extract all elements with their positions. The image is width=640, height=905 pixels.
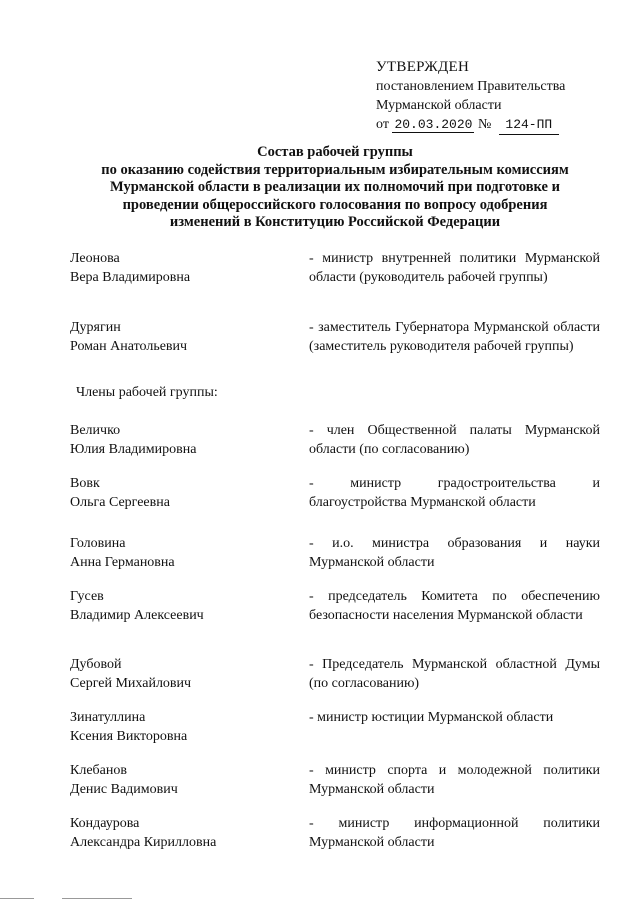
person-name [70,474,280,512]
approval-line-2: Мурманской области [376,98,502,113]
person-name [70,318,280,356]
approval-number: 124-ПП [499,115,559,135]
title-line-2: по оказанию содействия территориальным избирательным комиссиям [101,161,569,178]
approval-line-1: постановлением Правительства [376,79,566,94]
person-given-name: Денис Вадимович [70,782,178,797]
number-label: № [477,117,492,132]
person-name [70,655,280,693]
approval-stamp [376,58,565,135]
scan-edge-mark [62,898,132,899]
person-surname: Дубовой [70,657,122,672]
person-role: - член Общественной палаты Мурманской области (по согласованию) [309,423,600,457]
from-label: от [376,117,389,132]
person-surname: Кондаурова [70,816,140,831]
person-given-name: Владимир Алексеевич [70,608,204,623]
person-given-name: Роман Анатольевич [70,339,188,354]
person-given-name: Сергей Михайлович [70,676,192,691]
person-surname: Леонова [70,251,120,266]
person-surname: Клебанов [70,763,127,778]
person-role: - министр юстиции Мурманской области [309,710,554,725]
person-given-name: Юлия Владимировна [70,442,197,457]
title-line-3: Мурманской области в реализации их полномочий при подготовке и [110,179,560,195]
document-title [70,144,600,232]
person-surname: Зинатуллина [70,710,146,725]
person-role: - министр внутренней политики Мурманской области (руководитель рабочей группы) [309,251,600,285]
person-role: - министр информационной политики Мурманской области [309,816,600,850]
person-surname: Величко [70,423,121,438]
approval-heading: УТВЕРЖДЕН [376,59,470,75]
person-given-name: Ксения Викторовна [70,729,188,744]
person-given-name: Ольга Сергеевна [70,495,170,510]
title-line-1: Состав рабочей группы [257,144,413,160]
person-role: - председатель Комитета по обеспечению безопасности населения Мурманской области [309,589,600,623]
scan-edge-mark [0,898,34,899]
person-role: - Председатель Мурманской областной Думы (по согласованию) [309,657,600,691]
person-given-name: Вера Владимировна [70,270,191,285]
person-name [70,761,280,799]
members-label: Члены рабочей группы: [76,385,218,400]
person-name [70,814,280,852]
person-name [70,421,280,459]
person-name [70,249,280,287]
person-role: - заместитель Губернатора Мурманской области (заместитель руководителя рабочей группы) [309,320,600,354]
person-role: - и.о. министра образования и науки Мурманской области [309,536,600,570]
approval-date-line [376,115,565,135]
title-line-4: проведении общероссийского голосования по вопросу одобрения [122,196,548,213]
person-name [70,534,280,572]
approval-date: 20.03.2020 [394,117,473,132]
person-name [70,587,280,625]
person-given-name: Анна Германовна [70,555,175,570]
person-role: - министр спорта и молодежной политики Мурманской области [309,763,600,797]
person-surname: Головина [70,536,126,551]
person-surname: Гусев [70,589,104,604]
person-surname: Дурягин [70,320,121,335]
person-name [70,708,280,746]
person-given-name: Александра Кирилловна [70,835,217,850]
person-role: - министр градостроительства и благоустройства Мурманской области [309,476,600,510]
person-surname: Вовк [70,476,100,491]
title-line-5: изменений в Конституцию Российской Федерации [169,214,501,230]
